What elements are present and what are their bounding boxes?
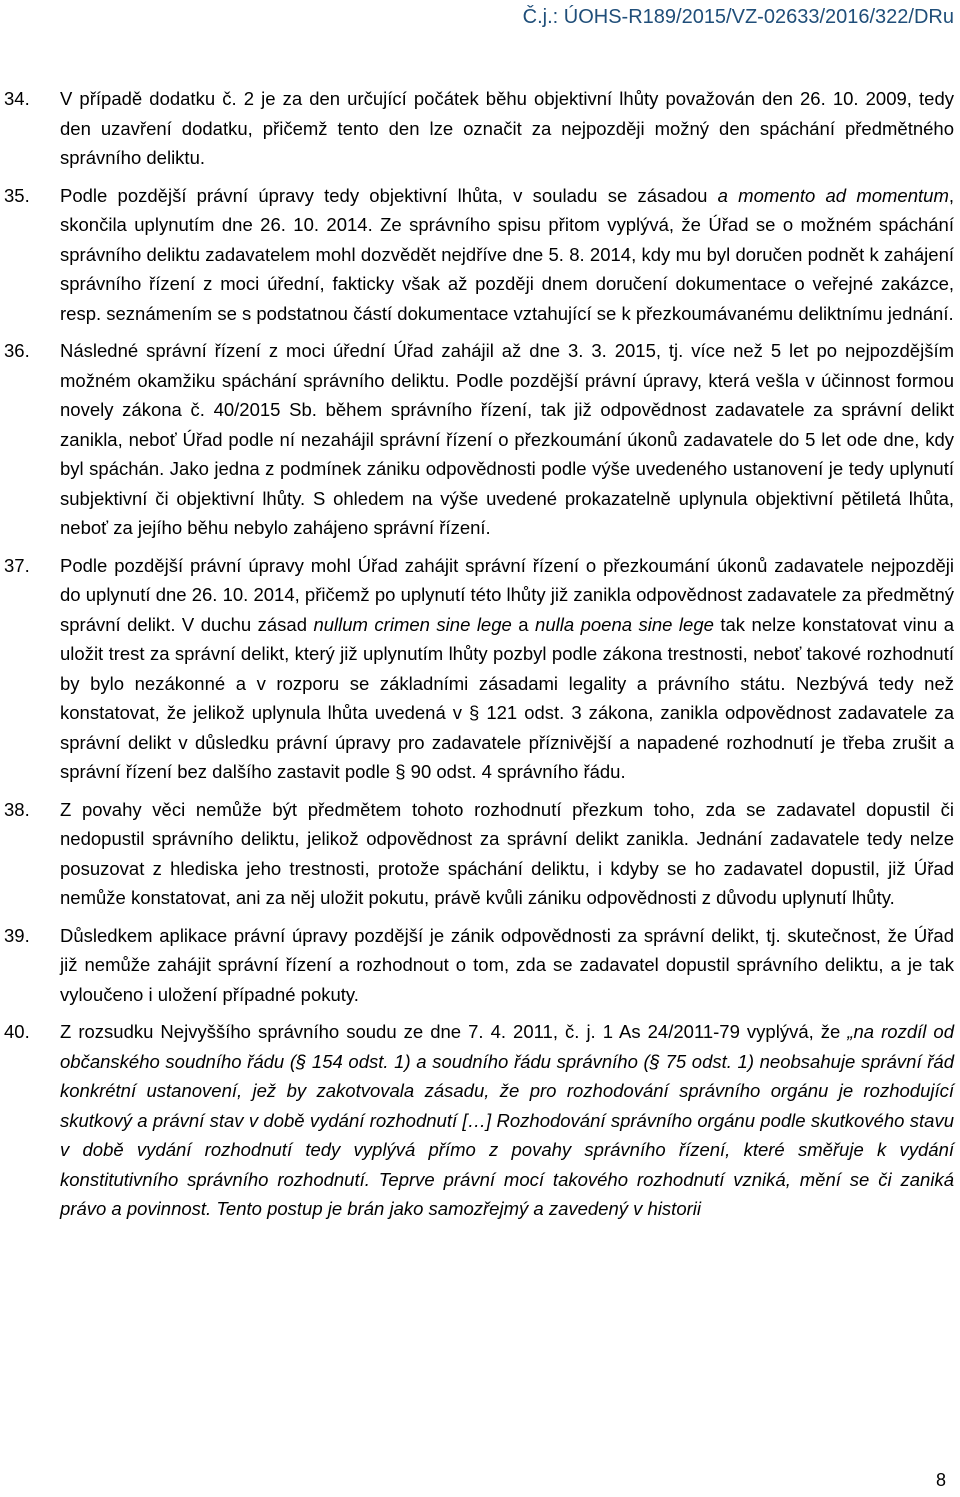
paragraph-text: Z povahy věci nemůže být předmětem tohoto rozhodnutí přezkum toho, zda se zadavatel dopustil či nedopustil správního deliktu, jelikož odpovědnost za správní delikt zanikla. Jednání zadavatele tedy nelze posuzovat z hlediska jeho trestnosti, protože spáchání deliktu, i kdyby se ho zadavatel dopustil, již Úřad nemůže konstatovat, ani za něj uložit pokutu, právě kvůli zániku odpovědnosti z důvodu uplynutí lhůty. — [60, 798, 954, 908]
paragraph-36 — [0, 336, 960, 543]
paragraph-number: 34. — [4, 88, 30, 109]
paragraph-text: Z rozsudku Nejvyššího správního soudu ze dne 7. 4. 2011, č. j. 1 As 24/2011-79 vyplývá, že „na rozdíl od občanského soudního řádu (§ 154 odst. 1) a soudního řádu správního (§ 75 odst. 1) neobsahuje správní řád konkrétní ustanovení, jež by zakotvovala zásadu, že pro rozhodování správního orgánu je rozhodující skutkový a právní stav v době vydání rozhodnutí […] Rozhodování správního orgánu podle skutkového stavu v době vydání rozhodnutí tedy vyplývá přímo z povahy správního řízení, které směřuje k vydání konstitutivního správního rozhodnutí. Teprve právní mocí takového rozhodnutí vzniká, mění se či zaniká právo a povinnost. Tento postup je brán jako samozřejmý a zavedený v historii — [60, 1021, 954, 1219]
paragraph-text: Podle pozdější právní úpravy tedy objektivní lhůta, v souladu se zásadou a momento ad momentum, skončila uplynutím dne 26. 10. 2014. Ze správního spisu přitom vyplývá, že Úřad se o možném spáchání správního deliktu zadavatelem mohl dozvědět nejdříve dne 5. 8. 2014, kdy mu byl doručen podnět k zahájení správního řízení z moci úřední, fakticky však až později dnem doručení dokumentace o veřejné zakázce, resp. seznámením se s podstatnou částí dokumentace vztahující se k přezkoumávanému deliktnímu jednání. — [60, 184, 954, 324]
paragraph-40 — [0, 1017, 960, 1224]
paragraph-35 — [0, 181, 960, 329]
paragraph-number: 39. — [4, 924, 30, 946]
paragraph-number: 36. — [4, 340, 30, 361]
paragraph-text: Následné správní řízení z moci úřední Úřad zahájil až dne 3. 3. 2015, tj. více než 5 let po nejpozdějším možném okamžiku spáchání správního deliktu. Podle pozdější právní úpravy, která vešla v účinnost formou novely zákona č. 40/2015 Sb. během správního řízení, tak již odpovědnost zadavatele za správní delikt zanikla, neboť Úřad podle ní nezahájil správní řízení o přezkoumání úkonů zadavatele do 5 let ode dne, kdy byl spáchán. Jako jedna z podmínek zániku odpovědnosti podle výše uvedeného ustanovení je tedy uplynutí subjektivní či objektivní lhůty. S ohledem na výše uvedené prokazatelně uplynula objektivní pětiletá lhůta, neboť za jejího běhu nebylo zahájeno správní řízení. — [60, 340, 954, 538]
paragraph-text: Důsledkem aplikace právní úpravy pozdější je zánik odpovědnosti za správní delikt, tj. skutečnost, že Úřad již nemůže zahájit správní řízení a rozhodnout o tom, zda se zadavatel dopustil správního deliktu, a je tak vyloučeno i uložení případné pokuty. — [60, 924, 954, 1005]
paragraph-text: Podle pozdější právní úpravy mohl Úřad zahájit správní řízení o přezkoumání úkonů zadavatele nejpozději do uplynutí dne 26. 10. 2014, přičemž po uplynutí této lhůty již zanikla odpovědnost zadavatele za předmětný správní delikt. V duchu zásad nullum crimen sine lege a nulla poena sine lege tak nelze konstatovat vinu a uložit trest za správní delikt, který již uplynutím lhůty pozbyl podle zákona trestnosti, neboť takové rozhodnutí by bylo nezákonné a v rozporu se základními zásadami legality a právního státu. Nezbývá tedy než konstatovat, že jelikož uplynula lhůta uvedená v § 121 odst. 3 zákona, zanikla odpovědnost zadavatele za správní delikt v důsledku právní úpravy pro zadavatele příznivější a napadené rozhodnutí je třeba zrušit a správní řízení bez dalšího zastavit podle § 90 odst. 4 správního řádu. — [60, 554, 955, 782]
paragraph-number: 40. — [4, 1021, 30, 1042]
paragraph-37 — [0, 551, 960, 787]
document-body — [0, 84, 960, 1232]
paragraph-text: V případě dodatku č. 2 je za den určující počátek běhu objektivní lhůty považován den 26. 10. 2009, tedy den uzavření dodatku, přičemž tento den lze označit za nejpozději možný den spáchání předmětného správního deliktu. — [60, 88, 954, 168]
paragraph-38 — [0, 795, 960, 913]
paragraph-number: 35. — [4, 184, 30, 206]
paragraph-39 — [0, 921, 960, 1010]
paragraph-number: 37. — [4, 554, 30, 576]
page-number: 8 — [935, 1470, 946, 1490]
document-reference-number: Č.j.: ÚOHS-R189/2015/VZ-02633/2016/322/DRu — [522, 6, 954, 28]
paragraph-34 — [0, 84, 960, 173]
paragraph-number: 38. — [4, 798, 30, 820]
